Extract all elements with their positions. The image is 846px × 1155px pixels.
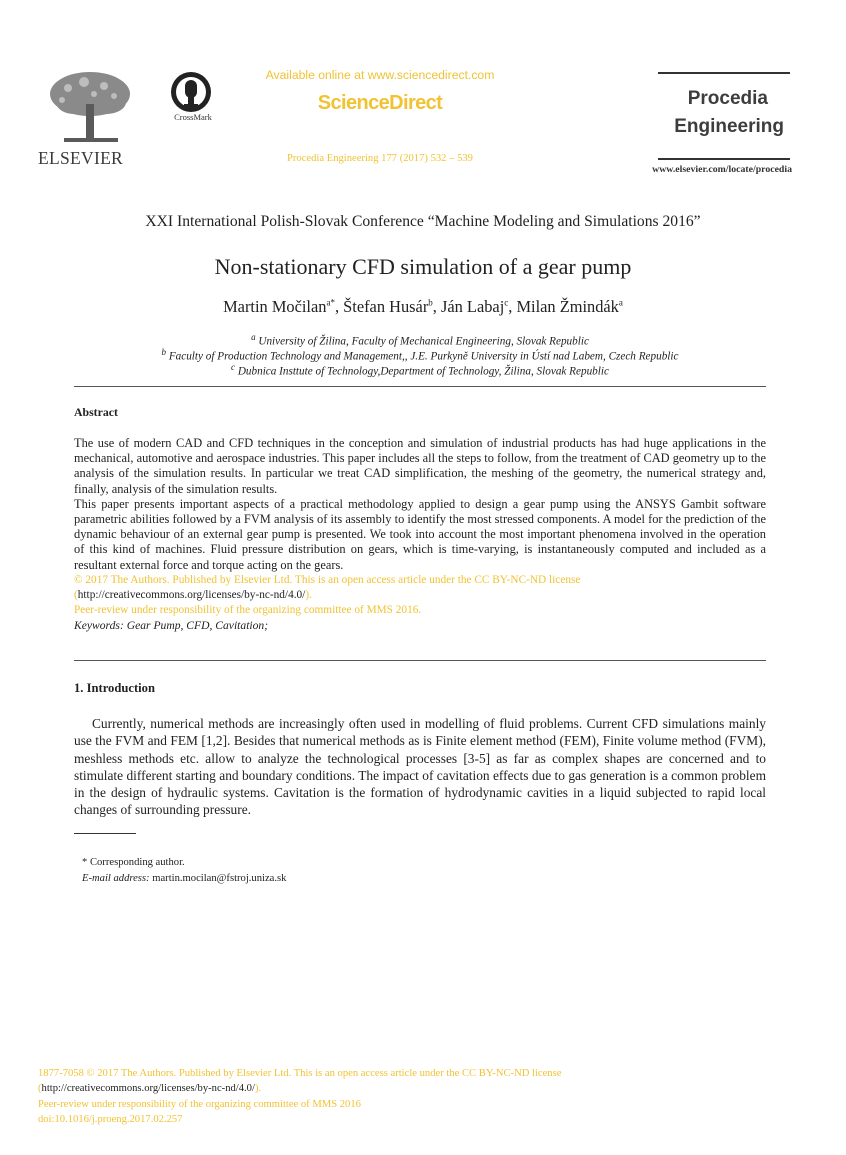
keywords-line bbox=[74, 618, 766, 633]
footnote-rule bbox=[74, 833, 136, 834]
affiliation-text: Faculty of Production Technology and Management,, J.E. Purkyně University in Ústí nad Labem, Czech Republic bbox=[168, 350, 679, 363]
journal-reference: Procedia Engineering 177 (2017) 532 – 539 bbox=[287, 153, 473, 164]
abstract-heading: Abstract bbox=[74, 405, 118, 419]
peer-review-text: Peer-review under responsibility of the organizing committee of MMS 2016. bbox=[74, 604, 422, 617]
elsevier-tree-logo bbox=[44, 68, 136, 148]
introduction-paragraph: Currently, numerical methods are increasingly often used in modelling of fluid problems. Current CFD simulations mainly use the FVM and FEM [1,2]. Besides that numerical methods as is Finite element method (FEM), Finite volume method (FVM), meshless methods etc. allow to analyze the technological processes [3-5] as far as complex shapes are concerned and to stimulate different starting and boundary conditions. The impact of cavitation effects due to gas generation is a common problem in the design of hydraulic systems. Cavitation is the formation of hydrodynamic cavities in a liquid subjected to rapid local changes of surrounding pressure. bbox=[74, 716, 766, 818]
footnote-corresponding: * Corresponding author. bbox=[82, 857, 185, 868]
abstract-copyright bbox=[74, 573, 766, 619]
author-name: Milan Žmindák bbox=[516, 297, 619, 316]
abstract-paragraph: The use of modern CAD and CFD techniques in the conception and simulation of industrial products has had huge applications in the mechanical, automotive and aerospace industries. This paper includes all the steps to follow, from the treatment of CAD geometry up to the analysis of the simulation results. In particular we treat CAD simplification, the meshing of the geometry, the numerical strategy and, finally, analysis of the simulation results. bbox=[74, 436, 766, 496]
author-name: Ján Labaj bbox=[440, 297, 505, 316]
author-name: Martin Močilan bbox=[223, 297, 327, 316]
author-list bbox=[40, 297, 806, 317]
copyright-text: © 2017 The Authors. Published by Elsevier Ltd. This is an open access article under the CC BY-NC-ND license bbox=[74, 573, 581, 586]
conference-name: XXI International Polish-Slovak Conference “Machine Modeling and Simulations 2016” bbox=[145, 213, 701, 230]
footer-peer-review: Peer-review under responsibility of the organizing committee of MMS 2016 bbox=[38, 1098, 361, 1110]
author-affiliation-mark: a* bbox=[326, 297, 335, 308]
footer-license-link[interactable]: http://creativecommons.org/licenses/by-nc-nd/4.0/ bbox=[41, 1083, 255, 1095]
journal-rule-bottom bbox=[658, 158, 790, 160]
license-link[interactable]: http://creativecommons.org/licenses/by-nc-nd/4.0/ bbox=[77, 589, 306, 602]
author-affiliation-mark: b bbox=[428, 297, 433, 308]
footer-license-line bbox=[38, 1081, 758, 1096]
footnote-email-line bbox=[82, 873, 286, 884]
affiliation-mark: b bbox=[161, 347, 167, 357]
affiliation-mark: c bbox=[231, 362, 236, 372]
introduction-body bbox=[74, 715, 766, 819]
author-separator: , bbox=[432, 297, 441, 316]
affiliation-text: University of Žilina, Faculty of Mechanical Engineering, Slovak Republic bbox=[258, 335, 589, 348]
abstract-body bbox=[74, 436, 766, 634]
keywords-label: Keywords: bbox=[74, 619, 124, 633]
affiliation-mark: a bbox=[251, 332, 256, 342]
footer-issn-line: 1877-7058 © 2017 The Authors. Published by Elsevier Ltd. This is an open access article under the CC BY-NC-ND license bbox=[38, 1068, 562, 1079]
crossmark-icon bbox=[162, 70, 220, 114]
author-affiliation-mark: c bbox=[504, 297, 509, 308]
journal-name-line2: Engineering bbox=[674, 116, 784, 137]
affiliation-c bbox=[74, 360, 766, 379]
abstract-rule-bottom bbox=[74, 660, 766, 661]
footer-license-close: ). bbox=[254, 1083, 262, 1095]
journal-rule-top bbox=[658, 72, 790, 74]
affiliation-text: Dubnica Insttute of Technology,Department of Technology, Žilina, Slovak Republic bbox=[237, 365, 609, 378]
email-label: E-mail address: bbox=[82, 873, 150, 884]
author-name: Štefan Husár bbox=[343, 297, 429, 316]
crossmark-label: CrossMark bbox=[174, 112, 212, 122]
journal-name-line1: Procedia bbox=[687, 88, 768, 109]
abstract-paragraph: This paper presents important aspects of a practical methodology applied to design a gear pump using the ANSYS Gambit software parametric abilities followed by a FVM analysis of its assembly to identify the most stressed components. A model for the prediction of the dynamic behaviour of an external gear pump is presented. We took into account the most important phenomena involved in the operation of this kind of machines. Fluid pressure distribution on gears, which is time-varying, is instantaneously computed and included as a resultant external force and torque acting on the gears. bbox=[74, 496, 766, 572]
sciencedirect-logo: ScienceDirect bbox=[317, 92, 443, 114]
author-affiliation-mark: a bbox=[618, 297, 623, 308]
email-address[interactable]: martin.mocilan@fstroj.uniza.sk bbox=[152, 873, 287, 884]
keywords-value: Gear Pump, CFD, Cavitation; bbox=[126, 619, 269, 633]
license-paren-open: ( bbox=[74, 589, 78, 602]
author-separator: , bbox=[508, 297, 517, 316]
author-separator: , bbox=[334, 297, 344, 316]
journal-url[interactable]: www.elsevier.com/locate/procedia bbox=[652, 164, 792, 175]
abstract-rule-top bbox=[74, 386, 766, 387]
available-online-link[interactable]: Available online at www.sciencedirect.com bbox=[265, 68, 495, 82]
introduction-heading: 1. Introduction bbox=[74, 681, 155, 695]
license-paren-close: ). bbox=[305, 589, 312, 602]
footer-block bbox=[38, 1066, 758, 1128]
elsevier-wordmark: ELSEVIER bbox=[38, 148, 124, 168]
footer-license-open: ( bbox=[38, 1083, 42, 1095]
paper-title: Non-stationary CFD simulation of a gear pump bbox=[214, 254, 632, 279]
footer-doi[interactable]: doi:10.1016/j.proeng.2017.02.257 bbox=[38, 1114, 183, 1126]
crossmark-badge[interactable] bbox=[162, 70, 220, 128]
